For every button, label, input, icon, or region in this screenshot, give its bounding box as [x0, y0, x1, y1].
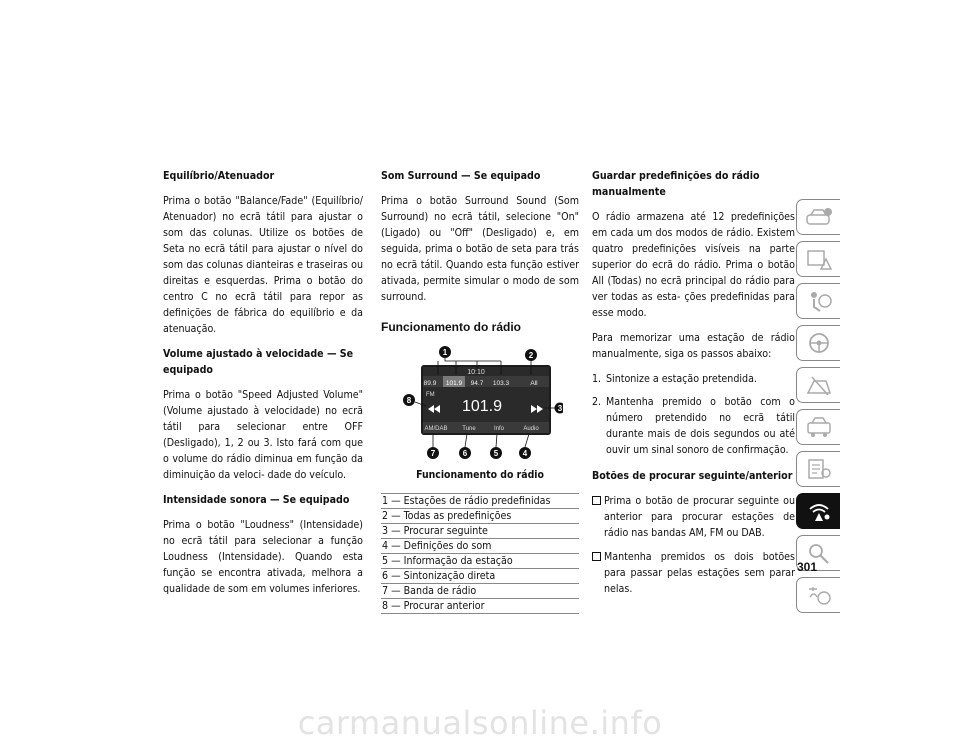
- checkbox-bullet-icon: [592, 549, 604, 597]
- step-number: 1.: [592, 373, 602, 385]
- heading-save-presets: Guardar predefinições do rádio manualmente: [592, 170, 760, 198]
- legend-row: 5 — Informação da estação: [381, 554, 579, 569]
- paragraph-speed-volume: Prima o botão "Speed Adjusted Volume" (Volume ajustado à velocidade) no ecrã tátil para selecionar entre OFF (Desligado), 1, 2 ou 3. Isto fará com que o volume do rádio diminua em função da diminuição da veloci- dade do veículo.: [163, 389, 363, 481]
- car-info-icon: [804, 205, 834, 229]
- legend-row: 7 — Banda de rádio: [381, 584, 579, 599]
- paragraph-surround: Prima o botão Surround Sound (Som Surround) no ecrã tátil, selecione "On" (Ligado) ou "Off" (Desligado) e, em seguida, prima o botão de seta para trás no ecrã tátil. Quando esta função estiver ativada, permite simular o modo de som surround.: [381, 195, 579, 303]
- multimedia-icon: [804, 499, 834, 523]
- callout-3: 3: [557, 404, 563, 413]
- callout-8: 8: [406, 396, 412, 405]
- preset-3[interactable]: 94.7: [470, 380, 484, 387]
- audio-button[interactable]: Audio: [523, 426, 539, 432]
- legend-row: 8 — Procurar anterior: [381, 599, 579, 614]
- heading-seek-buttons: Botões de procurar seguinte/anterior: [592, 470, 793, 482]
- tune-button[interactable]: Tune: [462, 426, 476, 432]
- callout-1: 1: [442, 348, 448, 357]
- tab-multimedia[interactable]: [796, 493, 840, 529]
- clock-readout: 10:10: [467, 369, 485, 376]
- tab-service[interactable]: [796, 409, 840, 445]
- band-button[interactable]: AM/DAB: [424, 426, 448, 432]
- emergency-icon: [804, 373, 834, 397]
- preset-all-button[interactable]: All: [530, 380, 538, 387]
- paragraph-memorize: Para memorizar uma estação de rádio manualmente, siga os passos abaixo:: [592, 332, 795, 360]
- column-middle: [381, 168, 579, 614]
- specifications-icon: [804, 457, 834, 481]
- language-index-icon: [804, 583, 834, 607]
- step-item: [592, 371, 795, 387]
- section-title-radio: Funcionamento do rádio: [381, 320, 521, 334]
- steering-wheel-icon: [804, 331, 834, 355]
- chapter-tabs: [796, 199, 842, 619]
- paragraph-presets: O rádio armazena até 12 predefinições em cada um dos modos de rádio. Existem quatro predefinições visíveis na parte superior do ecrã do rádio. Prima o botão All (Todas) no ecrã principal do rádio para ver todas as esta- ções predefinidas para esse modo.: [592, 211, 795, 319]
- preset-2[interactable]: 101.9: [445, 380, 463, 387]
- step-number: 2.: [592, 396, 602, 408]
- column-left: [163, 168, 363, 606]
- tab-emergency[interactable]: [796, 367, 840, 403]
- legend-row: 1 — Estações de rádio predefinidas: [381, 494, 579, 509]
- paragraph-loudness: Prima o botão "Loudness" (Intensidade) no ecrã tátil para selecionar a função Loudness (Intensidade). Quando esta função se encontra ativada, melhora a qualidade de som em volumes inferiores.: [163, 519, 363, 595]
- tab-driving[interactable]: [796, 325, 840, 361]
- legend-row: 4 — Definições do som: [381, 539, 579, 554]
- figure-caption: Funcionamento do rádio: [416, 469, 544, 481]
- tab-language-index[interactable]: [796, 577, 840, 613]
- step-text: Mantenha premido o botão com o número pretendido no ecrã tátil durante mais de dois segundos ou até ouvir um sinal sonoro de confirmação.: [606, 396, 795, 456]
- checkbox-bullet-icon: [592, 493, 604, 541]
- callout-6: 6: [462, 449, 468, 458]
- airbag-safety-icon: [804, 289, 834, 313]
- paragraph-balance-fade: Prima o botão "Balance/Fade" (Equilíbrio/ Atenuador) no ecrã tátil para ajustar o som das colunas. Utilize os botões de Seta no ecrã tátil para ajustar o nível do som das colunas dianteiras e traseiras ou direitas e esquerdas. Prima o botão do centro C no ecrã tátil para repor as definições de fábrica do equilíbrio e da atenuação.: [163, 195, 363, 335]
- preset-1[interactable]: 89.9: [423, 380, 437, 387]
- preset-4[interactable]: 103.3: [492, 380, 510, 387]
- bullet-text: Mantenha premidos os dois botões para passar pelas estações sem parar nelas.: [604, 551, 795, 595]
- current-frequency: 101.9: [461, 398, 503, 415]
- heading-balance-fade: Equilíbrio/Atenuador: [163, 170, 275, 182]
- radio-screen-illustration: [393, 345, 563, 465]
- bullet-text: Prima o botão de procurar seguinte ou anterior para procurar estações de rádio nas bandas AM, FM ou DAB.: [604, 495, 795, 539]
- service-icon: [804, 415, 834, 439]
- bullet-item: [592, 549, 795, 597]
- tab-safety[interactable]: [796, 283, 840, 319]
- tab-specifications[interactable]: [796, 451, 840, 487]
- tab-car-info[interactable]: [796, 199, 840, 235]
- callout-7: 7: [430, 449, 436, 458]
- tab-warning-lights[interactable]: [796, 241, 840, 277]
- band-label: FM: [426, 392, 435, 398]
- callout-2: 2: [528, 351, 534, 360]
- callout-5: 5: [493, 449, 499, 458]
- bullet-item: [592, 493, 795, 541]
- legend-row: 3 — Procurar seguinte: [381, 524, 579, 539]
- column-right: [592, 168, 795, 605]
- info-button[interactable]: Info: [493, 426, 505, 432]
- step-text: Sintonize a estação pretendida.: [606, 373, 757, 385]
- heading-speed-volume: Volume ajustado à velocidade — Se equipado: [163, 348, 354, 376]
- callout-legend-table: [381, 493, 579, 614]
- radio-figure: [393, 345, 563, 465]
- callout-4: 4: [522, 449, 528, 458]
- heading-surround: Som Surround — Se equipado: [381, 170, 541, 182]
- warning-lights-icon: [804, 247, 834, 271]
- watermark: carmanualsonline.info: [297, 704, 663, 742]
- step-item: [592, 394, 795, 458]
- legend-row: 6 — Sintonização direta: [381, 569, 579, 584]
- legend-row: 2 — Todas as predefinições: [381, 509, 579, 524]
- page-number: 301: [797, 560, 818, 574]
- heading-loudness: Intensidade sonora — Se equipado: [163, 494, 350, 506]
